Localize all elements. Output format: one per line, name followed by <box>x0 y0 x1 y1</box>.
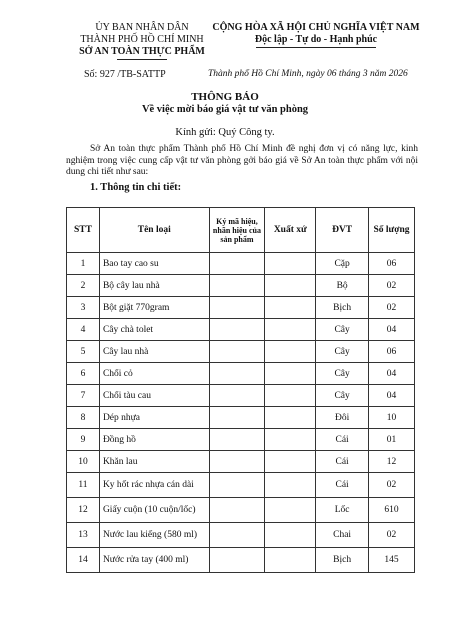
row-unit: Cây <box>316 385 369 407</box>
row-quantity: 04 <box>369 385 415 407</box>
table-row <box>67 451 415 473</box>
agency-underline <box>117 59 167 60</box>
row-item-name: Đồng hồ <box>99 429 209 451</box>
row-unit: Cặp <box>316 253 369 275</box>
table-row <box>67 341 415 363</box>
table-row <box>67 297 415 319</box>
row-brand <box>209 341 265 363</box>
table-row <box>67 385 415 407</box>
row-quantity: 06 <box>369 253 415 275</box>
header-unit: ĐVT <box>316 208 369 253</box>
row-item-name: Bộ cây lau nhà <box>99 275 209 297</box>
row-unit: Chai <box>316 523 369 548</box>
row-quantity: 02 <box>369 473 415 498</box>
document-subtitle: Về việc mời báo giá vật tư văn phòng <box>141 104 309 115</box>
row-stt: 6 <box>67 363 100 385</box>
row-stt: 3 <box>67 297 100 319</box>
row-brand <box>209 363 265 385</box>
intro-paragraph: Sở An toàn thực phẩm Thành phố Hồ Chí Minh đề nghị đơn vị có năng lực, kinh nghiệm trong việc cung cấp vật tư văn phòng gởi báo giá về Sở An toàn thực phẩm với nội dung chi tiết như sau: <box>66 144 418 177</box>
row-unit: Lốc <box>316 498 369 523</box>
row-stt: 11 <box>67 473 100 498</box>
row-brand <box>209 275 265 297</box>
document-number: Số: 927 /TB-SATTP <box>84 69 166 80</box>
row-origin <box>265 498 316 523</box>
table-row <box>67 363 415 385</box>
row-origin <box>265 319 316 341</box>
row-unit: Đôi <box>316 407 369 429</box>
row-origin <box>265 341 316 363</box>
table-row <box>67 319 415 341</box>
header-stt: STT <box>67 208 100 253</box>
row-brand <box>209 498 265 523</box>
row-stt: 13 <box>67 523 100 548</box>
row-brand <box>209 429 265 451</box>
table-header-row <box>67 208 415 253</box>
row-item-name: Chổi tàu cau <box>99 385 209 407</box>
row-quantity: 04 <box>369 319 415 341</box>
row-quantity: 02 <box>369 275 415 297</box>
national-motto-block <box>200 22 432 48</box>
table-row <box>67 253 415 275</box>
row-stt: 2 <box>67 275 100 297</box>
row-origin <box>265 429 316 451</box>
row-origin <box>265 363 316 385</box>
row-unit: Bộ <box>316 275 369 297</box>
table-body <box>67 253 415 573</box>
agency-line-3: SỞ AN TOÀN THỰC PHẨM <box>79 46 205 57</box>
table-row <box>67 275 415 297</box>
row-brand <box>209 319 265 341</box>
table-row <box>67 523 415 548</box>
items-table <box>66 207 415 573</box>
row-origin <box>265 548 316 573</box>
row-item-name: Cây chà tolet <box>99 319 209 341</box>
row-brand <box>209 297 265 319</box>
row-brand <box>209 385 265 407</box>
row-stt: 7 <box>67 385 100 407</box>
table-row <box>67 498 415 523</box>
row-origin <box>265 253 316 275</box>
row-unit: Cây <box>316 319 369 341</box>
row-origin <box>265 523 316 548</box>
header-qty: Số lượng <box>369 208 415 253</box>
row-quantity: 12 <box>369 451 415 473</box>
row-stt: 1 <box>67 253 100 275</box>
agency-line-1: ỦY BAN NHÂN DÂN <box>95 22 189 33</box>
row-unit: Bịch <box>316 548 369 573</box>
row-quantity: 01 <box>369 429 415 451</box>
row-brand <box>209 451 265 473</box>
motto-underline <box>256 47 376 48</box>
table-row <box>67 548 415 573</box>
row-item-name: Giấy cuộn (10 cuộn/lốc) <box>99 498 209 523</box>
row-unit: Cây <box>316 363 369 385</box>
row-stt: 9 <box>67 429 100 451</box>
row-unit: Bịch <box>316 297 369 319</box>
row-item-name: Khăn lau <box>99 451 209 473</box>
row-quantity: 02 <box>369 297 415 319</box>
document-date: Thành phố Hồ Chí Minh, ngày 06 tháng 3 năm 2026 <box>208 69 408 79</box>
row-origin <box>265 407 316 429</box>
row-origin <box>265 275 316 297</box>
section-heading: 1. Thông tin chi tiết: <box>90 182 182 193</box>
row-quantity: 02 <box>369 523 415 548</box>
row-stt: 5 <box>67 341 100 363</box>
row-stt: 10 <box>67 451 100 473</box>
row-stt: 8 <box>67 407 100 429</box>
row-unit: Cái <box>316 473 369 498</box>
row-quantity: 610 <box>369 498 415 523</box>
row-brand <box>209 548 265 573</box>
row-quantity: 04 <box>369 363 415 385</box>
document-title: THÔNG BÁO <box>191 91 259 103</box>
table-row <box>67 429 415 451</box>
table-row <box>67 407 415 429</box>
row-quantity: 145 <box>369 548 415 573</box>
salutation: Kính gửi: Quý Công ty. <box>175 127 275 138</box>
row-unit: Cái <box>316 429 369 451</box>
row-brand <box>209 523 265 548</box>
agency-line-2: THÀNH PHỐ HỒ CHÍ MINH <box>80 34 204 45</box>
row-stt: 4 <box>67 319 100 341</box>
row-brand <box>209 407 265 429</box>
row-stt: 14 <box>67 548 100 573</box>
row-item-name: Bao tay cao su <box>99 253 209 275</box>
row-stt: 12 <box>67 498 100 523</box>
row-item-name: Nước rửa tay (400 ml) <box>99 548 209 573</box>
row-item-name: Bột giặt 770gram <box>99 297 209 319</box>
row-unit: Cái <box>316 451 369 473</box>
row-origin <box>265 297 316 319</box>
header-origin: Xuất xứ <box>265 208 316 253</box>
row-brand <box>209 473 265 498</box>
row-item-name: Cây lau nhà <box>99 341 209 363</box>
row-unit: Cây <box>316 341 369 363</box>
row-item-name: Nước lau kiếng (580 ml) <box>99 523 209 548</box>
row-quantity: 06 <box>369 341 415 363</box>
row-origin <box>265 451 316 473</box>
row-item-name: Ky hốt rác nhựa cán dài <box>99 473 209 498</box>
row-origin <box>265 385 316 407</box>
header-brand: Ký mã hiệu, nhãn hiệu của sản phẩm <box>209 208 265 253</box>
row-item-name: Chổi cỏ <box>99 363 209 385</box>
row-origin <box>265 473 316 498</box>
header-name: Tên loại <box>99 208 209 253</box>
row-item-name: Dép nhựa <box>99 407 209 429</box>
row-quantity: 10 <box>369 407 415 429</box>
national-title: CỘNG HÒA XÃ HỘI CHỦ NGHĨA VIỆT NAM <box>212 22 420 33</box>
table-row <box>67 473 415 498</box>
national-motto: Độc lập - Tự do - Hạnh phúc <box>254 34 378 45</box>
row-brand <box>209 253 265 275</box>
